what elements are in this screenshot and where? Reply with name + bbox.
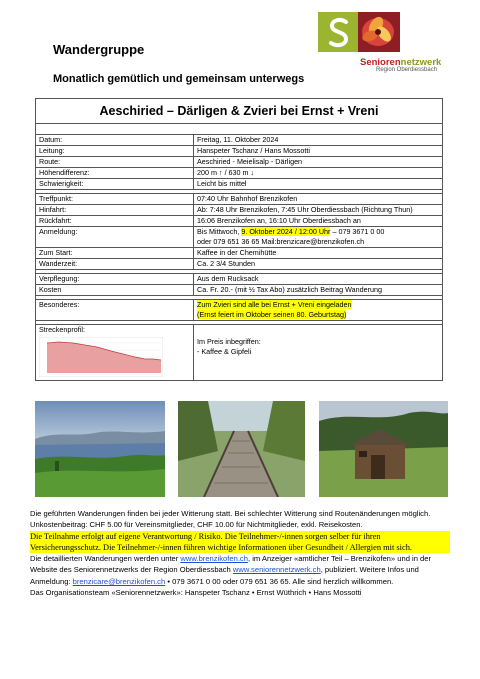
row-value: Hanspeter Tschanz / Hans Mossotti xyxy=(194,146,443,157)
alpine-hut-photo xyxy=(319,401,448,497)
row-label: Rückfahrt: xyxy=(36,216,194,227)
page-subtitle: Monatlich gemütlich und gemeinsam unterwegs xyxy=(53,73,305,85)
row-value: Ca. 2 3/4 Stunden xyxy=(194,259,443,270)
table-row xyxy=(36,285,443,296)
hike-title-row xyxy=(36,99,443,124)
row-label: Treffpunkt: xyxy=(36,194,194,205)
table-row xyxy=(36,248,443,259)
table-row xyxy=(36,168,443,179)
table-row xyxy=(36,205,443,216)
table-row-anmeldung xyxy=(36,227,443,248)
row-label: Höhendifferenz: xyxy=(36,168,194,179)
row-label: Kosten xyxy=(36,285,194,296)
row-value: Aus dem Rucksack xyxy=(194,274,443,285)
table-row-strecke xyxy=(36,325,443,381)
table-row xyxy=(36,274,443,285)
anmeldung-label: Anmeldung: xyxy=(36,227,194,248)
row-value: 16:06 Brenzikofen an, 16:10 Uhr Oberdiessbach an xyxy=(194,216,443,227)
row-label: Leitung: xyxy=(36,146,194,157)
table-row xyxy=(36,179,443,190)
table-row-besonderes xyxy=(36,300,443,321)
footer-text xyxy=(30,508,450,598)
table-row xyxy=(36,135,443,146)
seniorennetzwerk-link[interactable]: www.seniorennetzwerk.ch xyxy=(232,565,321,575)
footer-publication: Die detaillierten Wanderungen werden unter www.brenzikofen.ch, im Anzeiger «amtlicher Teil – Brenzikofen» und in der Website des Seniorennetzwerks der Region Oberdiessbach www.seniorennetzwerk.ch, publiziert. Weitere Infos und Anmeldung: brenzicare@brenzikofen.ch • 079 3671 0 00 oder 079 651 36 65. Alle sind herzlich willkommen. xyxy=(30,553,432,586)
hike-title: Aeschiried – Därligen & Zvieri bei Ernst + Vreni xyxy=(36,99,443,124)
anmeldung-value: Bis Mittwoch, 9. Oktober 2024 / 12:00 Uhr – 079 3671 0 00 oder 079 651 36 65 Mail:brenzicare@brenzikofen.ch xyxy=(194,227,443,248)
row-label: Verpflegung: xyxy=(36,274,194,285)
logo-region: Region Oberdiessbach xyxy=(376,67,438,73)
logo-image xyxy=(318,12,400,52)
page-title: Wandergruppe xyxy=(53,42,145,57)
footer-weather: Die geführten Wanderungen finden bei jeder Witterung statt. Bei schlechter Witterung sind Routenänderungen möglich. xyxy=(30,509,431,518)
strecke-label: Streckenprofil: xyxy=(39,325,85,334)
row-value: 07:40 Uhr Bahnhof Brenzikofen xyxy=(194,194,443,205)
row-value: Ab: 7:48 Uhr Brenzikofen, 7:45 Uhr Oberdiessbach (Richtung Thun) xyxy=(194,205,443,216)
row-value: Kaffee in der Chemihütte xyxy=(194,248,443,259)
besonderes-label: Besonderes: xyxy=(36,300,194,321)
row-value: Ca. Fr. 20.- (mit ½ Tax Abo) zusätzlich Beitrag Wanderung xyxy=(194,285,443,296)
brenzikofen-link[interactable]: www.brenzikofen.ch xyxy=(180,553,248,563)
row-value: Aeschiried - Meielisalp - Därligen xyxy=(194,157,443,168)
row-label: Zum Start: xyxy=(36,248,194,259)
elevation-profile-image xyxy=(39,337,163,377)
footer-costs: Unkostenbeitrag: CHF 5.00 für Vereinsmitglieder, CHF 10.00 für Nichtmitglieder, exkl. Reisekosten. xyxy=(30,520,363,530)
row-value: Freitag, 11. Oktober 2024 xyxy=(194,135,443,146)
strecke-notes: Im Preis inbegriffen: - Kaffee & Gipfeli xyxy=(194,325,443,381)
row-label: Route: xyxy=(36,157,194,168)
table-row xyxy=(36,216,443,227)
footer-team: Das Organisationsteam «Seniorennetzwerk»: Hanspeter Tschanz • Ernst Wüthrich • Hans Mossotti xyxy=(30,588,362,598)
table-row xyxy=(36,259,443,270)
row-label: Datum: xyxy=(36,135,194,146)
boardwalk-photo xyxy=(178,401,305,497)
strecke-cell xyxy=(36,325,194,381)
row-value: Leicht bis mittel xyxy=(194,179,443,190)
footer-disclaimer: Die Teilnahme erfolgt auf eigene Verantwortung / Risiko. Die Teilnehmer-/-innen sorgen selber für ihren Versicherungsschutz. Die Teilnehmer-/-innen führen wichtige Informationen über Gesundheit / Allergien mit sich. xyxy=(30,531,450,553)
row-label: Wanderzeit: xyxy=(36,259,194,270)
photo-strip xyxy=(35,401,448,497)
row-label: Schwierigkeit: xyxy=(36,179,194,190)
hike-info-table xyxy=(35,98,443,381)
logo-wordmark: Seniorennetzwerk xyxy=(360,57,442,68)
table-row xyxy=(36,146,443,157)
table-row xyxy=(36,194,443,205)
row-label: Hinfahrt: xyxy=(36,205,194,216)
seniorennetzwerk-logo xyxy=(316,12,442,74)
lake-view-photo xyxy=(35,401,165,497)
email-link[interactable]: brenzicare@brenzikofen.ch xyxy=(72,576,166,586)
besonderes-value: Zum Zvieri sind alle bei Ernst + Vreni eingeladen (Ernst feiert im Oktober seinen 80. Geburtstag) xyxy=(194,300,443,321)
row-value: 200 m ↑ / 630 m ↓ xyxy=(194,168,443,179)
table-row xyxy=(36,157,443,168)
